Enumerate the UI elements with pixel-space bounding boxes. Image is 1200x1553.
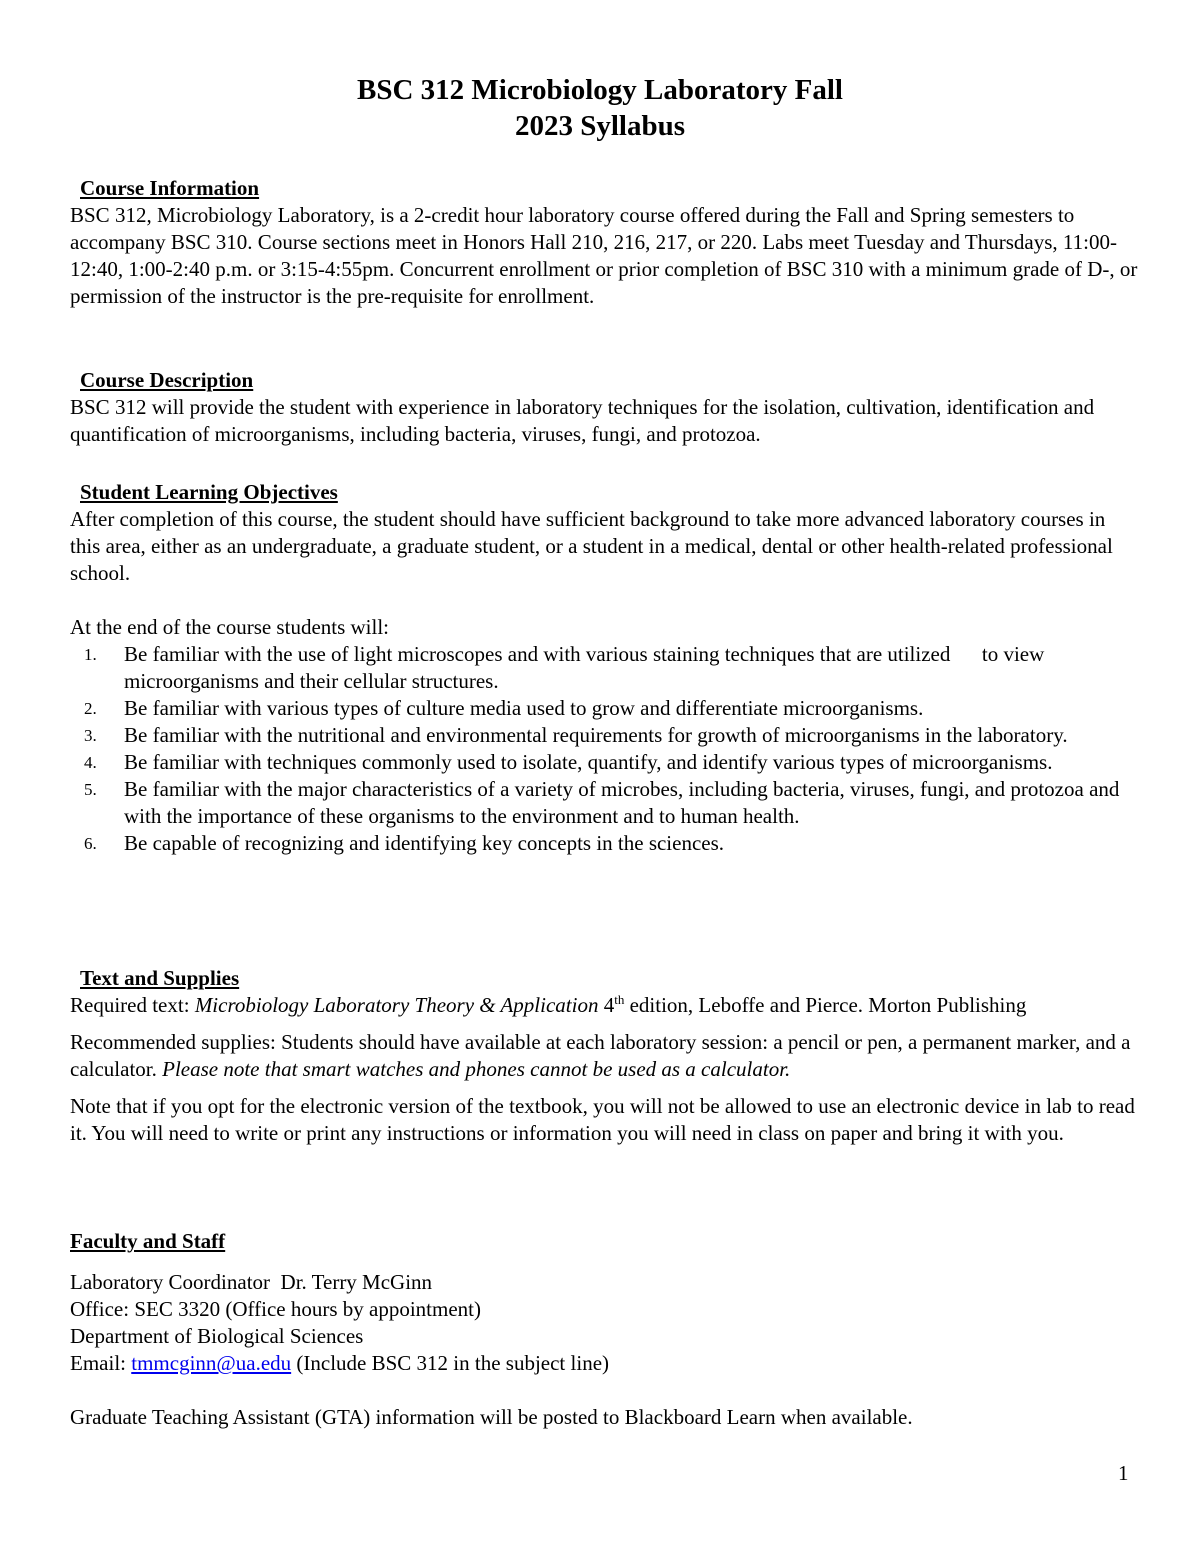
text-supplies-section — [70, 964, 1140, 1147]
list-item-number: 2. — [84, 699, 97, 718]
title-line-2: 2023 Syllabus — [514, 110, 686, 142]
email-suffix: (Include BSC 312 in the subject line) — [291, 1351, 610, 1375]
email-link[interactable]: tmmcginn@ua.edu — [131, 1351, 292, 1375]
list-item — [70, 749, 1140, 776]
course-information-section — [70, 174, 1140, 310]
course-description-section — [70, 366, 1140, 448]
faculty-heading: Faculty and Staff — [70, 1229, 226, 1253]
list-item — [70, 830, 1140, 857]
faculty-heading-row — [70, 1228, 1140, 1255]
email-label: Email: — [70, 1351, 132, 1375]
required-text-edition: 4 — [598, 993, 615, 1017]
gta-line: Graduate Teaching Assistant (GTA) information will be posted to Blackboard Learn when available. — [70, 1405, 913, 1429]
list-item-number: 3. — [84, 726, 97, 745]
list-item — [70, 722, 1140, 749]
list-item-number: 5. — [84, 780, 97, 799]
course-description-body: BSC 312 will provide the student with experience in laboratory techniques for the isolation, cultivation, identification and quantification of microorganisms, including bacteria, viruses, fungi, and protozoa. — [70, 395, 1095, 446]
learning-objectives-intro: At the end of the course students will: — [70, 615, 390, 639]
required-text-title: Microbiology Laboratory Theory & Application — [194, 993, 599, 1017]
list-item-number: 6. — [84, 834, 97, 853]
objectives-list — [70, 641, 1140, 857]
list-item — [70, 776, 1140, 830]
required-text-prefix: Required text: — [70, 993, 195, 1017]
list-item-text: Be familiar with various types of culture media used to grow and differentiate microorganisms. — [124, 696, 924, 720]
page-number: 1 — [1118, 1461, 1129, 1485]
list-item — [70, 695, 1140, 722]
coordinator-line: Laboratory Coordinator Dr. Terry McGinn — [70, 1270, 433, 1294]
course-information-body: BSC 312, Microbiology Laboratory, is a 2-credit hour laboratory course offered during the Fall and Spring semesters to accompany BSC 310. Course sections meet in Honors Hall 210, 216, 217, or 220. Labs meet Tuesday and Thursdays, 11:00-12:40, 1:00-2:40 p.m. or 3:15-4:55pm. Concurrent enrollment or prior completion of BSC 310 with a minimum grade of D-, or permission of the instructor is the pre-requisite for enrollment. — [70, 203, 1138, 308]
learning-objectives-body: After completion of this course, the student should have sufficient background to take more advanced laboratory courses in this area, either as an undergraduate, a graduate student, or a student in a medical, dental or other health-related professional school. — [70, 507, 1113, 585]
syllabus-title — [0, 72, 1200, 144]
list-item-text: Be familiar with the major characteristics of a variety of microbes, including bacteria, viruses, fungi, and protozoa and with the importance of these organisms to the environment and to human health. — [124, 777, 1120, 828]
course-information-heading: Course Information — [80, 176, 260, 200]
list-item-text: Be familiar with techniques commonly used to isolate, quantify, and identify various types of microorganisms. — [124, 750, 1053, 774]
required-text-suffix: edition, Leboffe and Pierce. Morton Publishing — [624, 993, 1027, 1017]
list-item-text: Be familiar with the nutritional and environmental requirements for growth of microorganisms in the laboratory. — [124, 723, 1068, 747]
email-line — [70, 1350, 1140, 1377]
list-item-number: 4. — [84, 753, 97, 772]
list-item-text: Be capable of recognizing and identifying key concepts in the sciences. — [124, 831, 725, 855]
recommended-supplies-note: Please note that smart watches and phones cannot be used as a calculator. — [162, 1057, 791, 1081]
electronic-textbook-note: Note that if you opt for the electronic version of the textbook, you will not be allowed to use an electronic device in lab to read it. You will need to write or print any instructions or information you will need in class on paper and bring it with you. — [70, 1094, 1135, 1145]
list-item-text: Be familiar with the use of light microscopes and with various staining techniques that are utilized to view microorganisms and their cellular structures. — [124, 642, 1050, 693]
list-item — [70, 641, 1140, 695]
title-line-1: BSC 312 Microbiology Laboratory Fall — [356, 74, 843, 106]
required-text — [70, 992, 1140, 1019]
learning-objectives-section — [70, 478, 1140, 857]
required-text-edition-suffix: th — [614, 992, 625, 1007]
faculty-section — [70, 1228, 1140, 1431]
text-supplies-heading: Text and Supplies — [80, 966, 240, 990]
recommended-supplies — [70, 1029, 1140, 1083]
course-description-heading: Course Description — [80, 368, 254, 392]
list-item-number: 1. — [84, 645, 97, 664]
recommended-supplies-body: Recommended supplies: Students should have available at each laboratory session: a pencil or pen, a permanent marker, and a calculator. — [70, 1030, 1131, 1081]
department-line: Department of Biological Sciences — [70, 1324, 364, 1348]
office-line: Office: SEC 3320 (Office hours by appointment) — [70, 1297, 481, 1321]
learning-objectives-heading: Student Learning Objectives — [80, 480, 338, 504]
